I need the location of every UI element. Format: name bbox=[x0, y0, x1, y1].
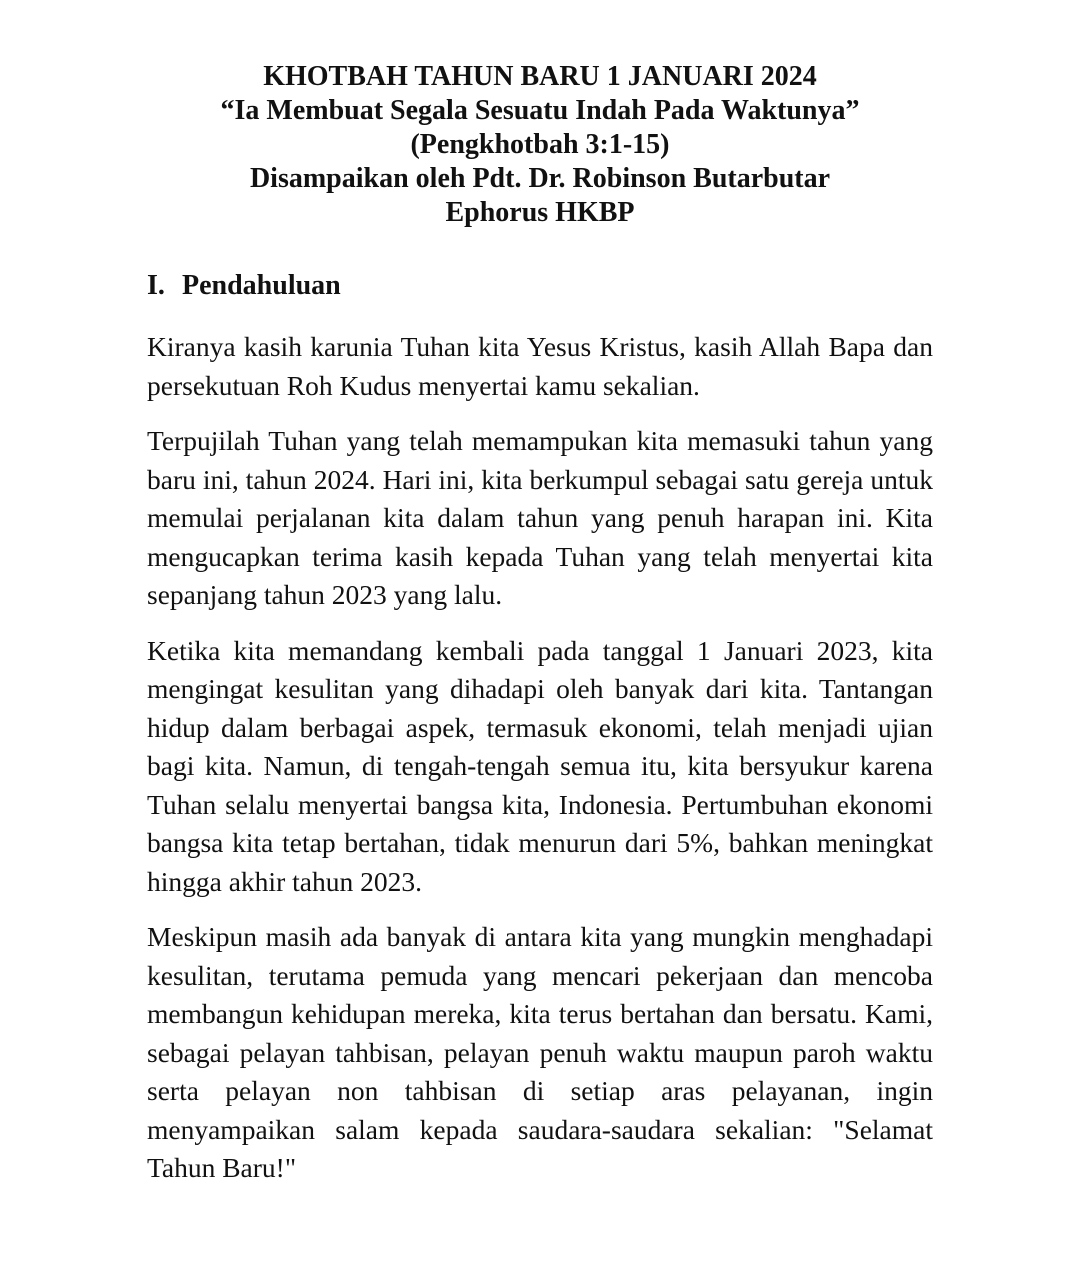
title-block bbox=[147, 60, 933, 230]
paragraph: Ketika kita memandang kembali pada tanggal 1 Januari 2023, kita mengingat kesulitan yang dihadapi oleh banyak dari kita. Tantangan hidup dalam berbagai aspek, termasuk ekonomi, telah menjadi ujian bagi kita. Namun, di tengah-tengah semua itu, kita bersyukur karena Tuhan selalu menyertai bangsa kita, Indonesia. Pertumbuhan ekonomi bangsa kita tetap bertahan, tidak menurun dari 5%, bahkan meningkat hingga akhir tahun 2023. bbox=[147, 634, 933, 897]
paragraph: Terpujilah Tuhan yang telah memampukan kita memasuki tahun yang baru ini, tahun 2024. Hari ini, kita berkumpul sebagai satu gereja untuk memulai perjalanan kita dalam tahun yang penuh harapan ini. Kita mengucapkan terima kasih kepada Tuhan yang telah menyertai kita sepanjang tahun 2023 yang lalu. bbox=[147, 425, 933, 610]
scripture-reference: (Pengkhotbah 3:1-15) bbox=[410, 129, 670, 160]
document-page bbox=[147, 60, 933, 1188]
section-heading bbox=[147, 269, 933, 303]
preacher-office: Ephorus HKBP bbox=[445, 197, 635, 228]
paragraph: Meskipun masih ada banyak di antara kita yang mungkin menghadapi kesulitan, terutama pemuda yang mencari pekerjaan dan mencoba membangun kehidupan mereka, kita terus bertahan dan bersatu. Kami, sebagai pelayan tahbisan, pelayan penuh waktu maupun paroh waktu serta pelayan non tahbisan di setiap aras pelayanan, ingin menyampaikan salam kepada saudara-saudara sekalian: "Selamat Tahun Baru!" bbox=[147, 921, 933, 1183]
paragraph: Kiranya kasih karunia Tuhan kita Yesus Kristus, kasih Allah Bapa dan persekutuan Roh Kudus menyertai kamu sekalian. bbox=[147, 331, 933, 401]
document-title: KHOTBAH TAHUN BARU 1 JANUARI 2024 bbox=[263, 61, 817, 92]
section-number: I. bbox=[147, 270, 165, 301]
sermon-theme: “Ia Membuat Segala Sesuatu Indah Pada Waktunya” bbox=[220, 95, 860, 126]
preacher-line: Disampaikan oleh Pdt. Dr. Robinson Butarbutar bbox=[249, 163, 831, 194]
section-title: Pendahuluan bbox=[182, 270, 341, 301]
